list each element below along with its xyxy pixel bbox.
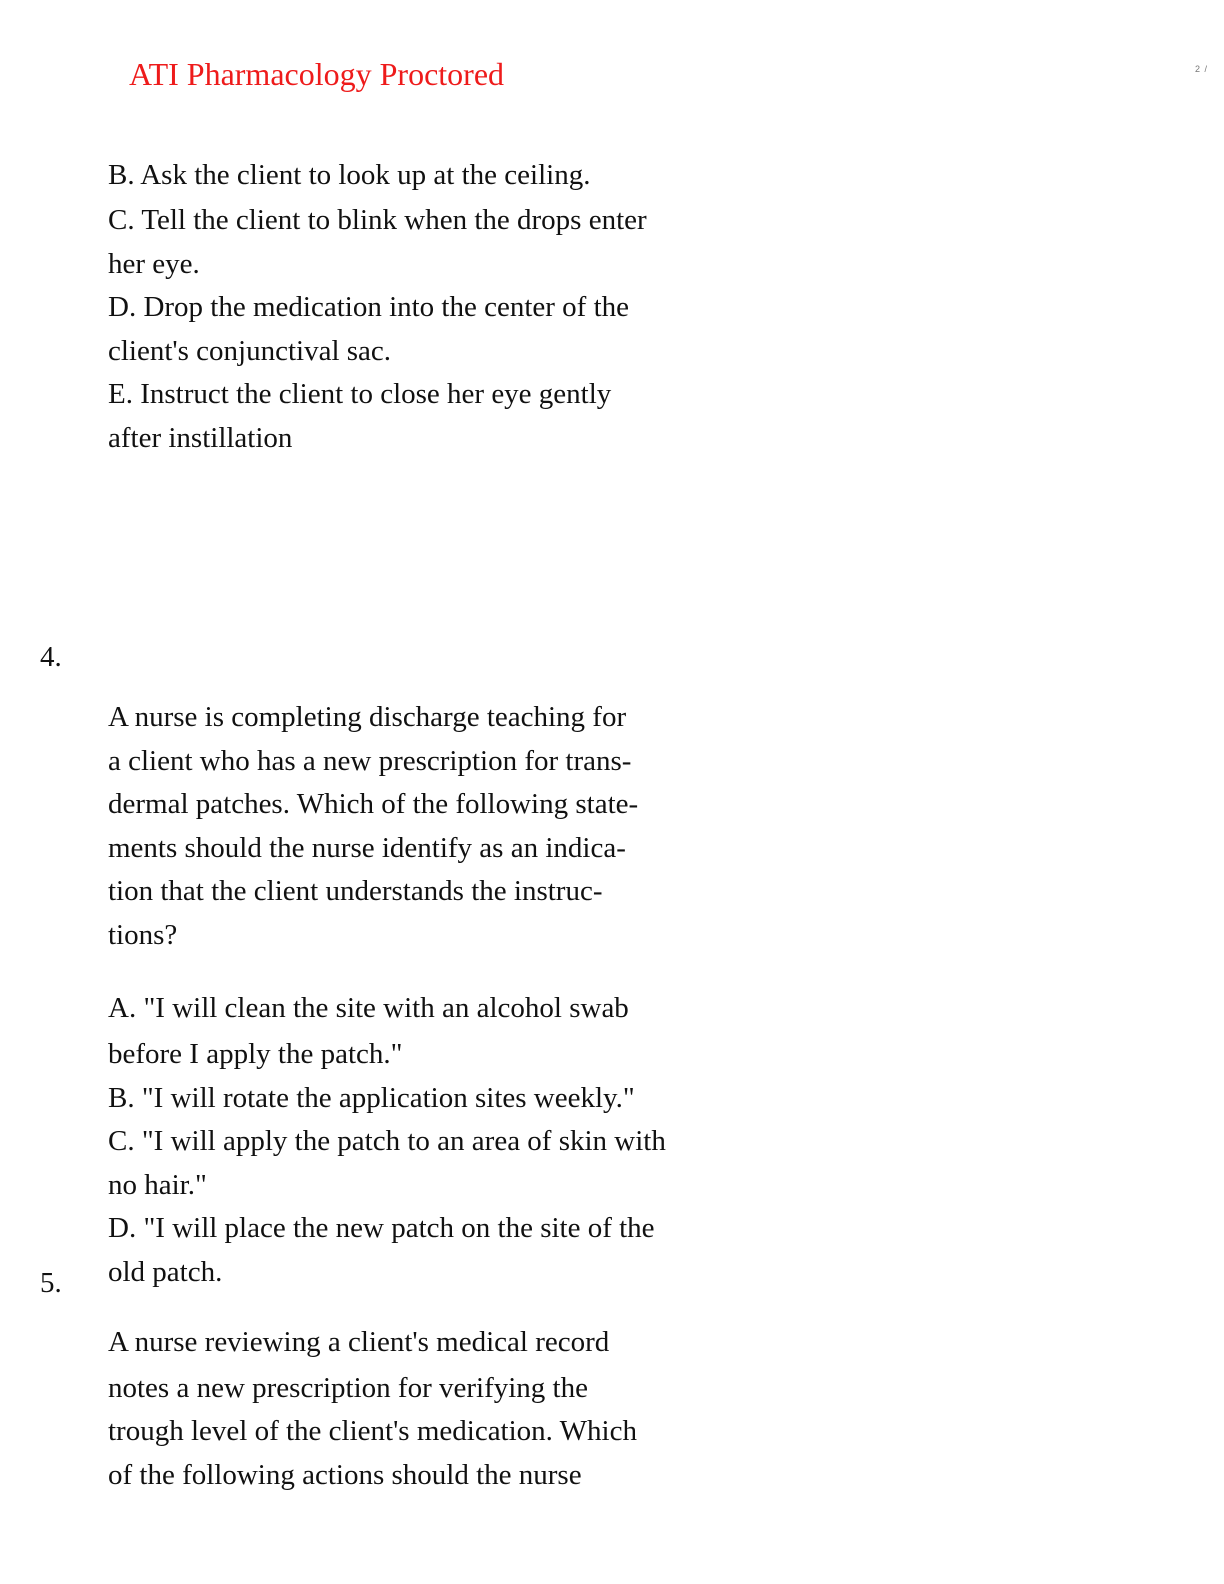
q5-stem-line: notes a new prescription for verifying the xyxy=(108,1372,588,1404)
q3-option-e-cont: after instillation xyxy=(108,422,293,454)
q3-option-c-cont: her eye. xyxy=(108,248,200,280)
q4-stem-line: dermal patches. Which of the following state- xyxy=(108,788,639,820)
page-title: ATI Pharmacology Proctored xyxy=(129,56,505,92)
q4-stem-line: tion that the client understands the instruc- xyxy=(108,875,603,907)
q5-number: 5. xyxy=(40,1267,62,1299)
q4-option-c-cont: no hair." xyxy=(108,1169,207,1201)
q4-stem-line: tions? xyxy=(108,919,178,951)
q3-option-d: D. Drop the medication into the center of the xyxy=(108,291,630,323)
q4-stem-line: a client who has a new prescription for trans- xyxy=(108,745,632,777)
q4-option-b: B. "I will rotate the application sites weekly." xyxy=(108,1082,635,1114)
q3-option-e: E. Instruct the client to close her eye gently xyxy=(108,378,612,410)
q3-option-d-cont: client's conjunctival sac. xyxy=(108,335,392,367)
q4-option-d: D. "I will place the new patch on the site of the xyxy=(108,1212,655,1244)
q4-option-c: C. "I will apply the patch to an area of skin with xyxy=(108,1125,666,1157)
q4-option-d-cont: old patch. xyxy=(108,1256,223,1288)
page-indicator: 2 / xyxy=(1194,64,1208,74)
q5-stem-line: of the following actions should the nurse xyxy=(108,1459,582,1491)
q4-number: 4. xyxy=(40,641,62,673)
q3-option-b: B. Ask the client to look up at the ceiling. xyxy=(108,159,591,191)
q5-stem-line: A nurse reviewing a client's medical record xyxy=(108,1326,610,1358)
q4-option-a-cont: before I apply the patch." xyxy=(108,1038,403,1070)
q4-stem-line: ments should the nurse identify as an indica- xyxy=(108,832,626,864)
q4-stem-line: A nurse is completing discharge teaching for xyxy=(108,701,627,733)
q5-stem-line: trough level of the client's medication. Which xyxy=(108,1415,637,1447)
q4-option-a: A. "I will clean the site with an alcohol swab xyxy=(108,992,629,1024)
q3-option-c: C. Tell the client to blink when the drops enter xyxy=(108,204,647,236)
